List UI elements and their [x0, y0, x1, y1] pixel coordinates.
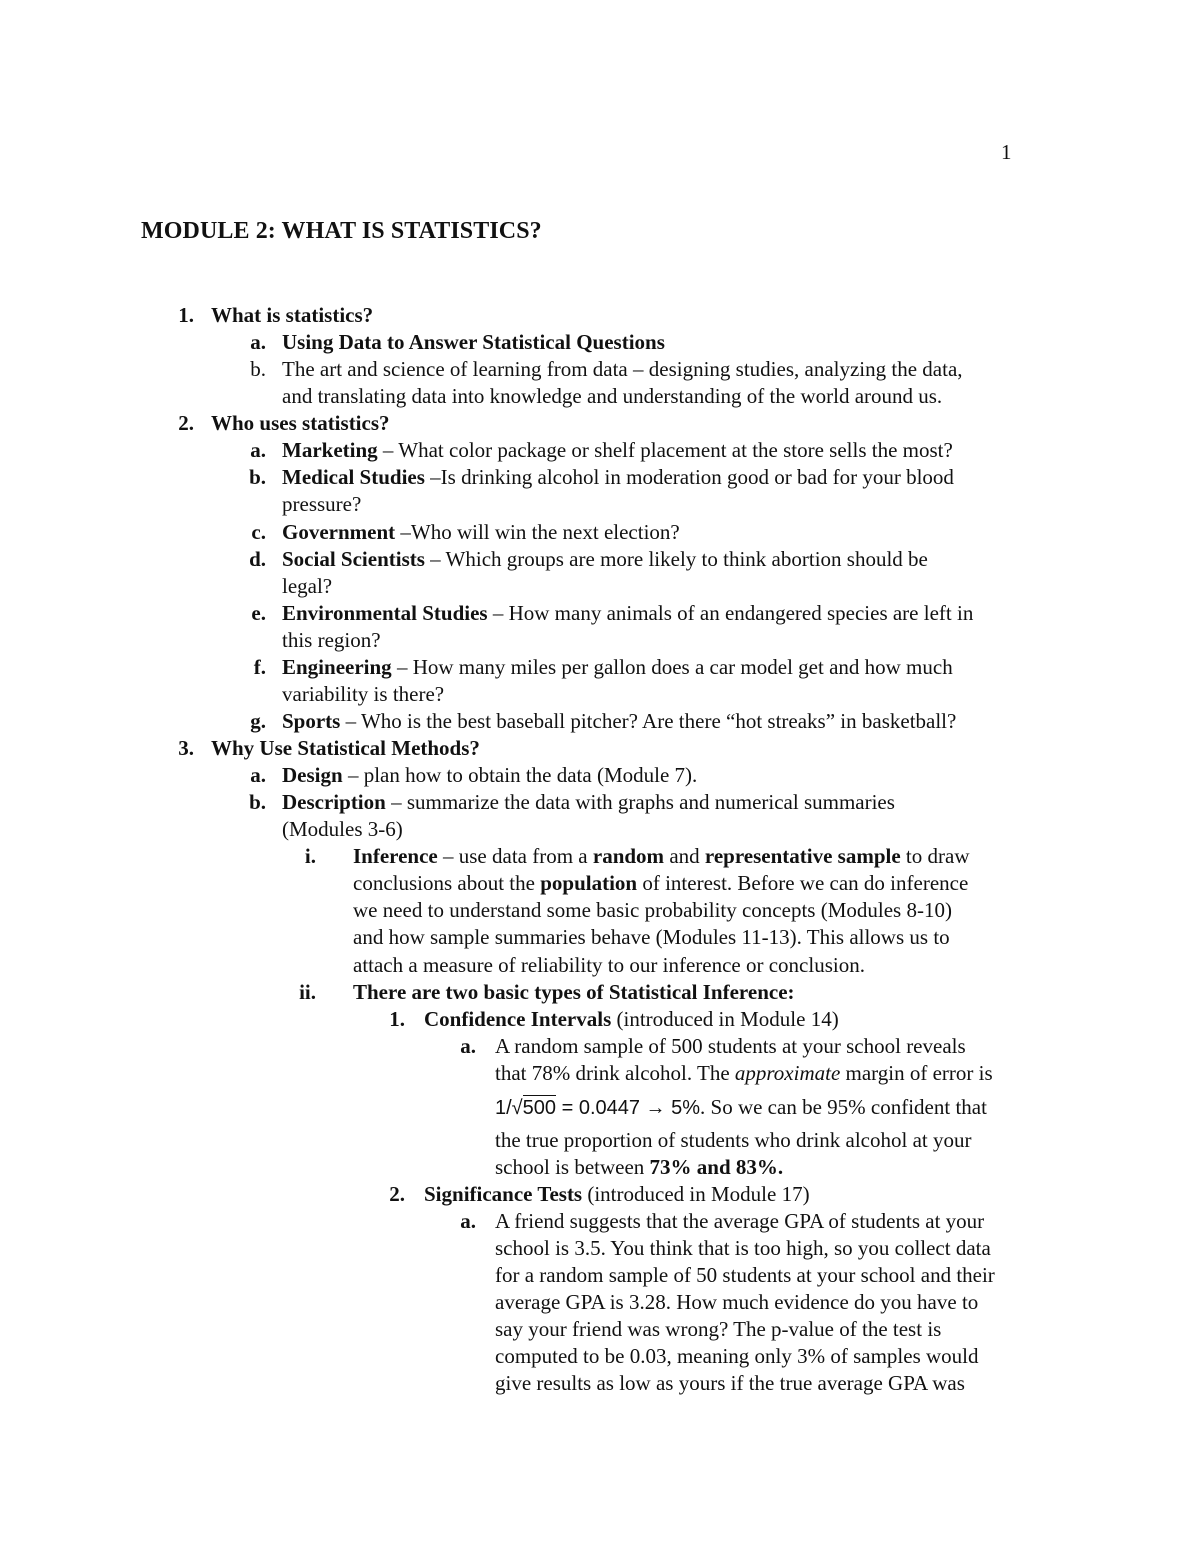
list-item-continuation: and translating data into knowledge and understanding of the world around us. — [282, 384, 943, 409]
list-item-continuation: (Modules 3-6) — [282, 817, 403, 842]
list-item-3: 3. Why Use Statistical Methods? — [178, 736, 480, 760]
list-item-continuation: legal? — [282, 573, 333, 598]
list-item-continuation: conclusions about the population of interest. Before we can do inference — [353, 871, 969, 896]
list-item-continuation: attach a measure of reliability to our inference or conclusion. — [353, 952, 865, 977]
list-item: b. Medical Studies –Is drinking alcohol in moderation good or bad for your blood — [249, 465, 954, 490]
list-item-continuation: pressure? — [282, 492, 362, 517]
formula-line: 1/√500 = 0.0447 → 5%. So we can be 95% confident that — [495, 1094, 987, 1119]
list-item: d. Social Scientists – Which groups are more likely to think abortion should be — [249, 546, 928, 571]
list-item-continuation: school is 3.5. You think that is too high, so you collect data — [495, 1236, 991, 1261]
list-item-1 — [0, 302, 1200, 329]
list-item-continuation: say your friend was wrong? The p-value of the test is — [495, 1317, 942, 1342]
list-item: a. Using Data to Answer Statistical Questions — [250, 330, 665, 355]
item-number: 1. — [178, 303, 194, 327]
list-item-continuation: average GPA is 3.28. How much evidence do you have to — [495, 1290, 979, 1315]
list-item: a. Design – plan how to obtain the data (Module 7). — [250, 763, 698, 788]
page-number: 1 — [1001, 140, 1012, 164]
list-item-continuation: give results as low as yours if the true average GPA was — [495, 1371, 965, 1396]
list-item: a. A friend suggests that the average GPA of students at your — [460, 1209, 985, 1233]
section-heading: What is statistics? — [211, 303, 374, 327]
list-item-continuation: for a random sample of 50 students at your school and their — [495, 1263, 995, 1288]
list-item-2: 2. Who uses statistics? — [178, 411, 390, 436]
list-item: a. A random sample of 500 students at your school reveals — [460, 1033, 966, 1058]
list-item-continuation: variability is there? — [282, 681, 445, 706]
list-item-continuation: we need to understand some basic probability concepts (Modules 8-10) — [353, 898, 952, 923]
list-item-continuation: computed to be 0.03, meaning only 3% of samples would — [495, 1344, 979, 1369]
formula: 1/√500 = 0.0447 → 5% — [495, 1096, 701, 1119]
section-heading: Why Use Statistical Methods? — [211, 736, 480, 760]
list-item: b. Description – summarize the data with graphs and numerical summaries — [249, 790, 895, 815]
list-item-continuation: this region? — [282, 627, 381, 652]
list-item: 1. Confidence Intervals (introduced in Module 14) — [389, 1006, 839, 1031]
page-title: MODULE 2: WHAT IS STATISTICS? — [141, 218, 542, 244]
section-heading: Who uses statistics? — [211, 411, 390, 436]
list-item-continuation: school is between 73% and 83%. — [495, 1154, 784, 1179]
list-item-continuation: and how sample summaries behave (Modules 11-13). This allows us to — [353, 925, 950, 950]
list-item: i. Inference – use data from a random and representative sample to draw — [304, 844, 970, 869]
list-item-continuation: the true proportion of students who drink alcohol at your — [495, 1127, 972, 1152]
list-item: f. Engineering – How many miles per gallon does a car model get and how much — [253, 654, 953, 679]
list-item: g. Sports – Who is the best baseball pitcher? Are there “hot streaks” in basketball? — [250, 708, 957, 733]
list-item: b. The art and science of learning from data – designing studies, analyzing the data, — [250, 357, 963, 382]
list-item: 2. Significance Tests (introduced in Module 17) — [389, 1181, 810, 1206]
list-item: e. Environmental Studies – How many animals of an endangered species are left in — [251, 600, 974, 625]
list-item: ii. There are two basic types of Statistical Inference: — [299, 979, 795, 1004]
list-item: a. Marketing – What color package or shelf placement at the store sells the most? — [250, 438, 953, 463]
list-item: c. Government –Who will win the next election? — [251, 519, 680, 544]
list-item-continuation: that 78% drink alcohol. The approximate margin of error is — [495, 1060, 993, 1085]
outline-body — [0, 302, 1200, 1397]
